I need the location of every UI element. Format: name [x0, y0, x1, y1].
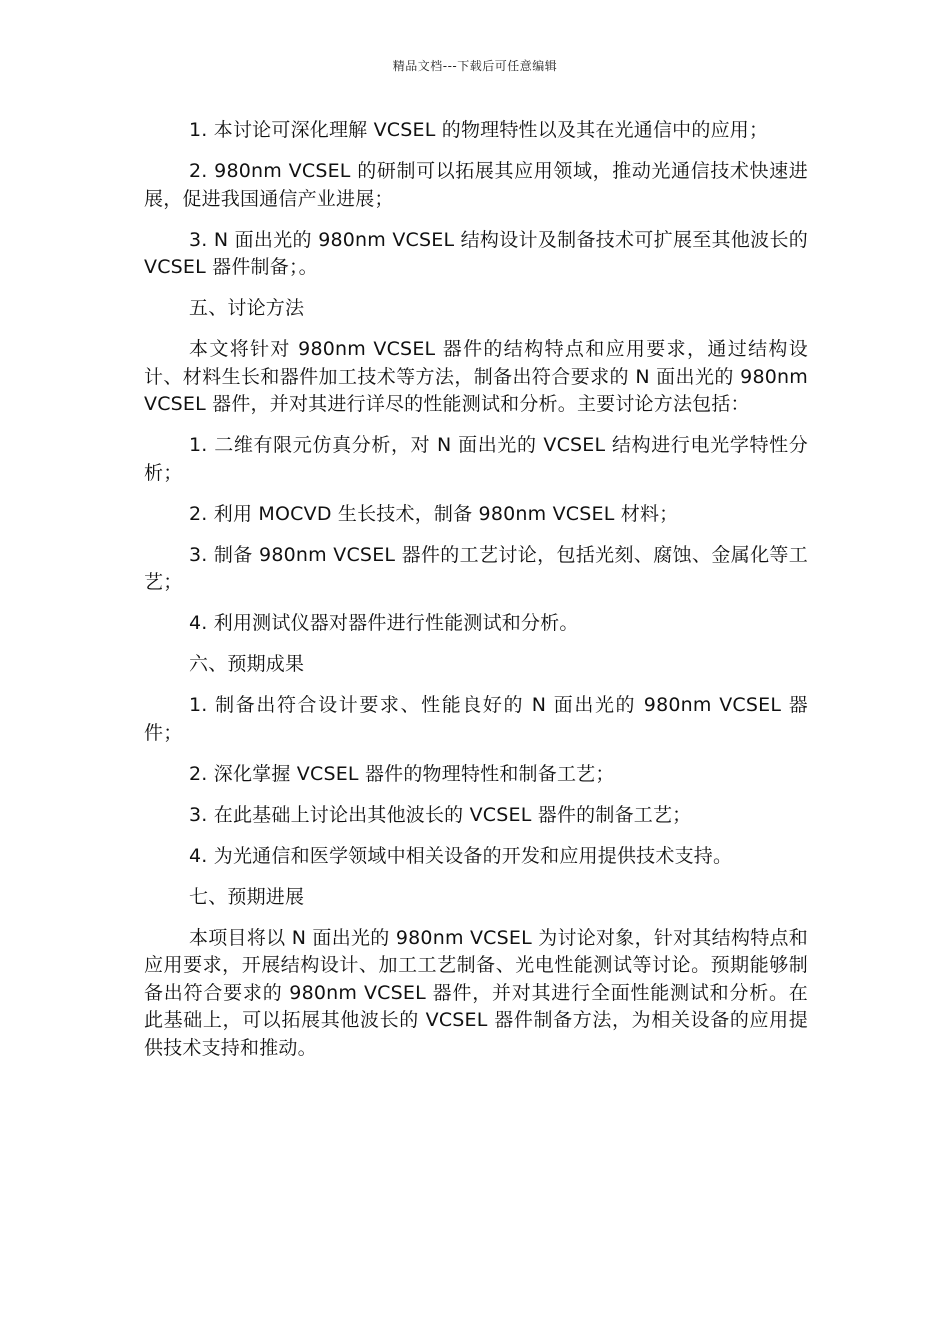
paragraph-method-4: 4. 利用测试仪器对器件进行性能测试和分析。 — [189, 612, 579, 634]
paragraph-result-1: 1. 制备出符合设计要求、性能良好的 N 面出光的 980nm VCSEL 器件； — [144, 694, 808, 744]
paragraph-result-3: 3. 在此基础上讨论出其他波长的 VCSEL 器件的制备工艺； — [189, 803, 692, 826]
paragraph-progress: 本项目将以 N 面出光的 980nm VCSEL 为讨论对象，针对其结构特点和应用要求，开展结构设计、加工工艺制备、光电性能测试等讨论。预期能够制备出符合要求的 980nm VCSEL 器件，并对其进行全面性能测试和分析。在此基础上，可以拓展其他波长的 VCSEL 器件制备方法，为相关设备的应用提供技术支持和推动。 — [144, 926, 808, 1059]
paragraph-significance-3: 3. N 面出光的 980nm VCSEL 结构设计及制备技术可扩展至其他波长的 VCSEL 器件制备；。 — [144, 228, 808, 278]
section-heading-methods: 五、讨论方法 — [189, 297, 305, 319]
paragraph-significance-2: 2. 980nm VCSEL 的研制可以拓展其应用领域，推动光通信技术快速进展，促进我国通信产业进展； — [144, 160, 808, 210]
section-heading-expected-progress: 七、预期进展 — [189, 885, 305, 908]
paragraph-significance-1: 1. 本讨论可深化理解 VCSEL 的物理特性以及其在光通信中的应用； — [189, 119, 769, 141]
paragraph-method-1: 1. 二维有限元仿真分析，对 N 面出光的 VCSEL 结构进行电光学特性分析； — [144, 434, 808, 484]
paragraph-method-2: 2. 利用 MOCVD 生长技术，制备 980nm VCSEL 材料； — [189, 502, 679, 525]
section-heading-expected-results: 六、预期成果 — [189, 653, 305, 675]
paragraph-method-3: 3. 制备 980nm VCSEL 器件的工艺讨论，包括光刻、腐蚀、金属化等工艺； — [144, 543, 808, 593]
document-body — [144, 117, 808, 1076]
paragraph-result-4: 4. 为光通信和医学领域中相关设备的开发和应用提供技术支持。 — [189, 844, 733, 867]
paragraph-result-2: 2. 深化掌握 VCSEL 器件的物理特性和制备工艺； — [189, 762, 615, 785]
paragraph-methods-intro: 本文将针对 980nm VCSEL 器件的结构特点和应用要求，通过结构设计、材料生长和器件加工技术等方法，制备出符合要求的 N 面出光的 980nm VCSEL 器件，并对其进行详尽的性能测试和分析。主要讨论方法包括： — [144, 338, 808, 415]
page-header: 精品文档---下载后可任意编辑 — [392, 59, 558, 73]
